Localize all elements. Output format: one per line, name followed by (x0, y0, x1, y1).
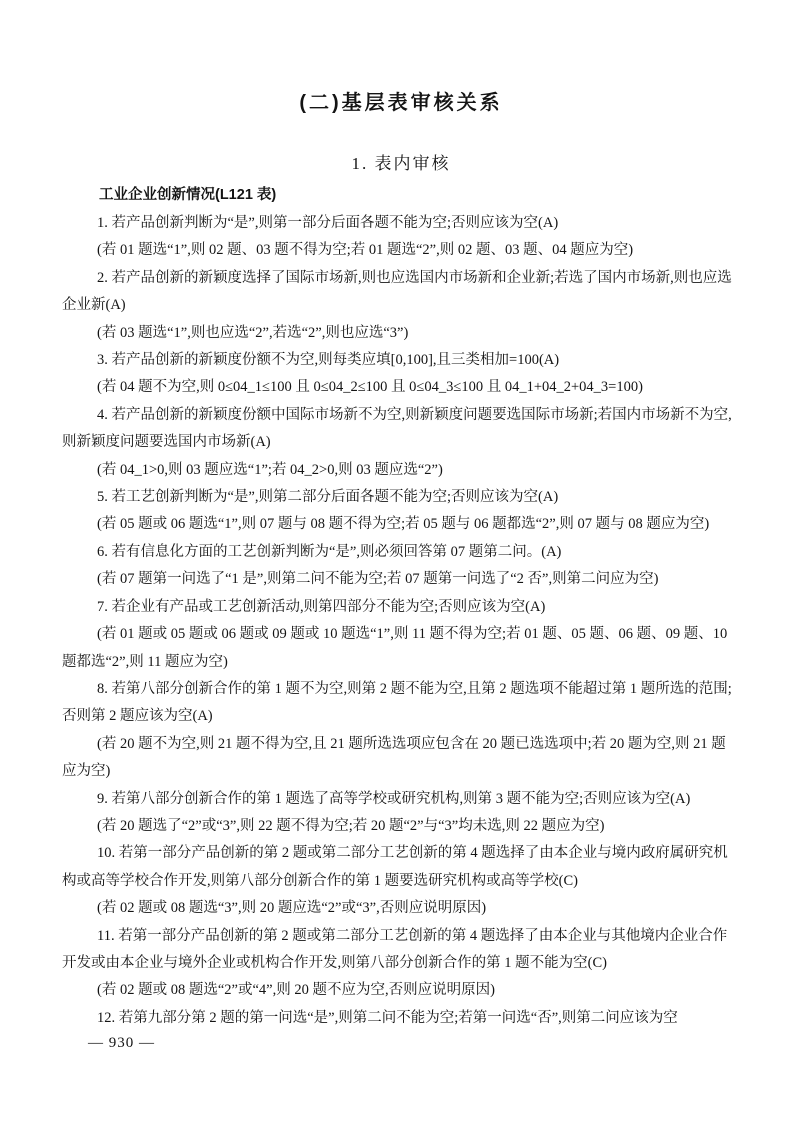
page-number: — 930 — (88, 1035, 155, 1051)
rule-text: 5. 若工艺创新判断为“是”,则第二部分后面各题不能为空;否则应该为空(A) (97, 489, 559, 506)
rules-list (62, 210, 740, 1032)
rule-note: (若 01 题选“1”,则 02 题、03 题不得为空;若 01 题选“2”,则 02 题、03 题、04 题应为空) (97, 242, 634, 259)
rule-item (62, 265, 740, 347)
rule-text: 9. 若第八部分创新合作的第 1 题选了高等学校或研究机构,则第 3 题不能为空;否则应该为空(A) (97, 790, 691, 807)
rule-item (62, 1005, 740, 1032)
rule-text: 3. 若产品创新的新颖度份额不为空,则每类应填[0,100],且三类相加=100(A) (97, 352, 560, 369)
rule-item (62, 840, 740, 922)
rule-note: (若 01 题或 05 题或 06 题或 09 题或 10 题选“1”,则 11 题不得为空;若 01 题、05 题、06 题、09 题、10 题都选“2”,则 11 题应为空) (62, 626, 728, 670)
page-content (62, 0, 740, 1032)
rule-text: 2. 若产品创新的新颖度选择了国际市场新,则也应选国内市场新和企业新;若选了国内市场新,则也应选企业新(A) (62, 269, 732, 314)
rule-item (62, 923, 740, 1005)
rule-text: 12. 若第九部分第 2 题的第一问选“是”,则第二问不能为空;若第一问选“否”,则第二问应该为空 (97, 1009, 678, 1026)
rule-note: (若 02 题或 08 题选“3”,则 20 题应选“2”或“3”,否则应说明原因) (97, 900, 487, 917)
rule-note: (若 07 题第一问选了“1 是”,则第二问不能为空;若 07 题第一问选了“2 否”,则第二问应为空) (97, 571, 659, 588)
section-subtitle: 1. 表内审核 (351, 154, 451, 173)
rule-text: 7. 若企业有产品或工艺创新活动,则第四部分不能为空;否则应该为空(A) (97, 598, 546, 615)
rule-item (62, 402, 740, 484)
rule-note: (若 02 题或 08 题选“2”或“4”,则 20 题不应为空,否则应说明原因) (97, 982, 495, 999)
form-heading: 工业企业创新情况(L121 表) (99, 187, 277, 203)
rule-item (62, 210, 740, 265)
rule-text: 6. 若有信息化方面的工艺创新判断为“是”,则必须回答第 07 题第二问。(A) (97, 543, 562, 560)
rule-note: (若 05 题或 06 题选“1”,则 07 题与 08 题不得为空;若 05 题与 06 题都选“2”,则 07 题与 08 题应为空) (97, 516, 710, 533)
rule-note: (若 20 题不为空,则 21 题不得为空,且 21 题所选选项应包含在 20 题已选选项中;若 20 题为空,则 21 题应为空) (62, 735, 726, 780)
rule-note: (若 04_1>0,则 03 题应选“1”;若 04_2>0,则 03 题应选“2”) (97, 461, 443, 478)
rule-text: 10. 若第一部分产品创新的第 2 题或第二部分工艺创新的第 4 题选择了由本企业与境内政府属研究机构或高等学校合作开发,则第八部分创新合作的第 1 题要选研究机构或高等学校(C) (62, 845, 728, 889)
rule-text: 8. 若第八部分创新合作的第 1 题不为空,则第 2 题不能为空,且第 2 题选项不能超过第 1 题所选的范围;否则第 2 题应该为空(A) (62, 680, 732, 725)
rule-item (62, 594, 740, 676)
rule-item (62, 539, 740, 594)
page-title: (二)基层表审核关系 (299, 92, 503, 114)
rule-text: 11. 若第一部分产品创新的第 2 题或第二部分工艺创新的第 4 题选择了由本企业与其他境内企业合作开发或由本企业与境外企业或机构合作开发,则第八部分创新合作的第 1 题不能为空(C) (62, 927, 728, 971)
rule-item (62, 676, 740, 786)
rule-item (62, 347, 740, 402)
rule-note: (若 20 题选了“2”或“3”,则 22 题不得为空;若 20 题“2”与“3”均未选,则 22 题应为空) (97, 817, 605, 834)
rule-note: (若 04 题不为空,则 0≤04_1≤100 且 0≤04_2≤100 且 0≤04_3≤100 且 04_1+04_2+04_3=100) (97, 379, 643, 396)
rule-text: 4. 若产品创新的新颖度份额中国际市场新不为空,则新颖度问题要选国际市场新;若国内市场新不为空,则新颖度问题要选国内市场新(A) (62, 406, 732, 451)
rule-note: (若 03 题选“1”,则也应选“2”,若选“2”,则也应选“3”) (97, 324, 409, 341)
rule-item (62, 484, 740, 539)
rule-item (62, 786, 740, 841)
rule-text: 1. 若产品创新判断为“是”,则第一部分后面各题不能为空;否则应该为空(A) (97, 215, 559, 231)
